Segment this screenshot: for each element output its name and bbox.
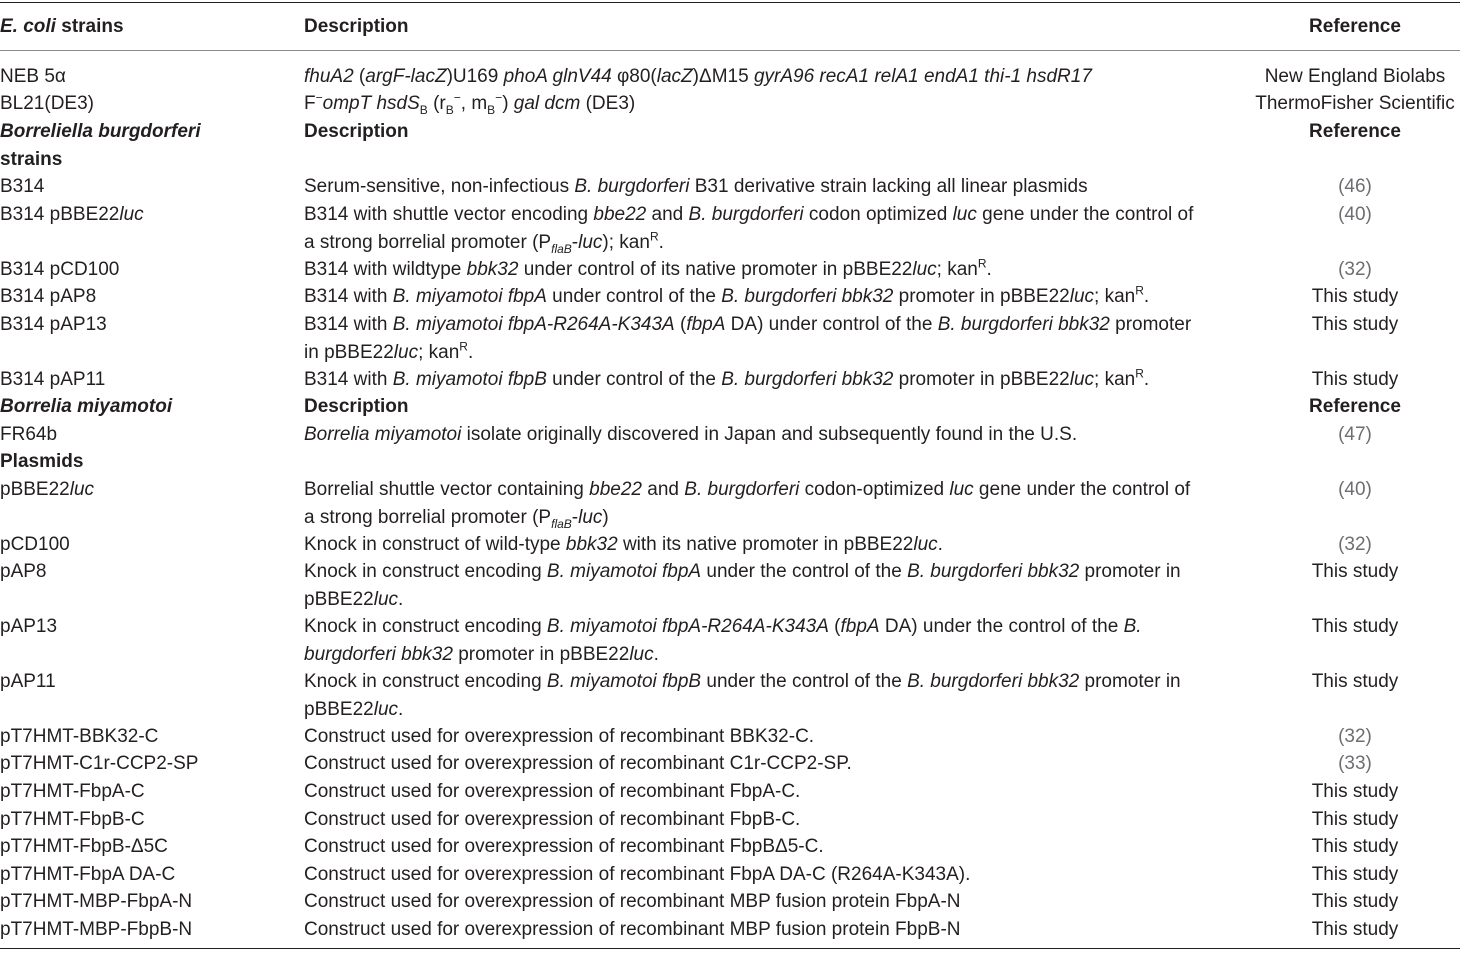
reference-cell: ThermoFisher Scientific [1255, 93, 1455, 114]
plasmid-name: pAP11 [0, 671, 56, 692]
plasmid-name: pT7HMT-C1r-CCP2-SP [0, 753, 199, 774]
plasmid-name: pT7HMT-FbpA-C [0, 781, 145, 802]
description-cell: Knock in construct encoding B. miyamotoi fbpB under the control of the B. burgdorferi bbk32 promoter in pBBE22luc. [304, 671, 1181, 720]
strain-name: B314 [0, 176, 45, 197]
reference-cell: This study [1311, 561, 1399, 582]
reference-cell: (33) [1338, 753, 1372, 774]
reference-cell: (32) [1338, 259, 1372, 280]
description-cell: Knock in construct encoding B. miyamotoi fbpA under the control of the B. burgdorferi bbk32 promoter in pBBE22luc. [304, 561, 1181, 610]
section-title: Borrelia miyamotoi [0, 396, 173, 417]
reference-cell: This study [1311, 836, 1399, 857]
strain-name: B314 pBBE22luc [0, 204, 144, 225]
reference-cell: This study [1311, 891, 1399, 912]
description-cell: Construct used for overexpression of recombinant BBK32-C. [304, 726, 815, 747]
reference-cell: (40) [1338, 204, 1372, 225]
description-cell: B314 with wildtype bbk32 under control of its native promoter in pBBE22luc; kan$^R$. [304, 256, 992, 280]
strain-name: B314 pAP8 [0, 286, 97, 307]
reference-cell: This study [1311, 369, 1399, 390]
description-cell: Construct used for overexpression of recombinant MBP fusion protein FbpA-N [304, 891, 961, 912]
reference-cell: This study [1311, 671, 1399, 692]
reference-cell: (32) [1338, 534, 1372, 555]
description-cell: B314 with shuttle vector encoding bbe22 and B. burgdorferi codon optimized luc gene under the control of a strong borrelial promoter $(P_{flaB}-luc)$; kan$^R$. [304, 204, 1194, 256]
section-title: E. coli strains [0, 16, 124, 37]
strain-name: B314 pCD100 [0, 259, 120, 280]
strain-name: NEB 5α [0, 66, 66, 87]
description-cell: Construct used for overexpression of recombinant FbpBΔ5-C. [304, 836, 824, 857]
strain-name: B314 pAP11 [0, 369, 106, 390]
description-cell: Construct used for overexpression of recombinant C1r-CCP2-SP. [304, 753, 852, 774]
reference-cell: This study [1311, 314, 1399, 335]
bottom-rule [0, 948, 1460, 949]
description-cell: Knock in construct of wild-type bbk32 with its native promoter in pBBE22luc. [304, 534, 943, 555]
strain-name: FR64b [0, 424, 58, 445]
description-cell: B314 with B. miyamotoi fbpB under control of the B. burgdorferi bbk32 promoter in pBBE22luc; kan$^R$. [304, 366, 1150, 390]
description-header: Description [304, 16, 409, 37]
reference-cell: (40) [1338, 479, 1372, 500]
plasmid-name: pAP13 [0, 616, 58, 637]
description-cell: Borrelial shuttle vector containing bbe22 and B. burgdorferi codon-optimized luc gene under the control of a strong borrelial promoter $(P_{flaB}-luc)$ [304, 479, 1191, 531]
description-cell: fhuA2 (argF-lacZ)U169 phoA glnV44 φ80(lacZ)ΔM15 gyrA96 recA1 relA1 endA1 thi-1 hsdR17 [304, 66, 1092, 87]
reference-cell: (47) [1338, 424, 1372, 445]
reference-cell: (46) [1338, 176, 1372, 197]
reference-header: Reference [1309, 16, 1401, 37]
reference-cell: This study [1311, 781, 1399, 802]
description-cell: Borrelia miyamotoi isolate originally discovered in Japan and subsequently found in the U.S. [304, 424, 1078, 445]
plasmid-name: pAP8 [0, 561, 47, 582]
plasmid-name: pT7HMT-FbpB-C [0, 809, 145, 830]
top-rule [0, 2, 1460, 3]
reference-cell: New England Biolabs [1264, 66, 1446, 87]
plasmid-name: pT7HMT-FbpB-Δ5C [0, 836, 168, 857]
description-cell: B314 with B. miyamotoi fbpA under control of the B. burgdorferi bbk32 promoter in pBBE22luc; kan$^R$. [304, 283, 1150, 307]
reference-cell: This study [1311, 919, 1399, 940]
description-header: Description [304, 396, 409, 417]
description-cell: Construct used for overexpression of recombinant FbpA-C. [304, 781, 801, 802]
reference-cell: This study [1311, 864, 1399, 885]
description-cell: Construct used for overexpression of recombinant MBP fusion protein FbpB-N [304, 919, 961, 940]
description-cell: F−ompT hsdS$_B$ ($r_B^-$, $m_B^-$) gal dcm (DE3) [304, 90, 636, 117]
reference-cell: This study [1311, 809, 1399, 830]
plasmid-name: pT7HMT-BBK32-C [0, 726, 159, 747]
section-title: Plasmids [0, 451, 84, 472]
section-title: Borreliella burgdorferi strains [0, 121, 201, 170]
reference-header: Reference [1309, 396, 1401, 417]
plasmid-name: pT7HMT-FbpA DA-C [0, 864, 176, 885]
strain-name: BL21(DE3) [0, 93, 94, 114]
plasmid-name: pT7HMT-MBP-FbpA-N [0, 891, 193, 912]
description-cell: Construct used for overexpression of recombinant FbpA DA-C (R264A-K343A). [304, 864, 971, 885]
description-header: Description [304, 121, 409, 142]
reference-header: Reference [1309, 121, 1401, 142]
description-cell: Serum-sensitive, non-infectious B. burgdorferi B31 derivative strain lacking all linear plasmids [304, 176, 1088, 197]
header-rule [0, 50, 1460, 51]
plasmid-name: pCD100 [0, 534, 70, 555]
description-cell: B314 with B. miyamotoi fbpA-R264A-K343A (fbpA DA) under control of the B. burgdorferi bbk32 promoter in pBBE22luc; kan$^R$. [304, 314, 1192, 363]
reference-cell: This study [1311, 286, 1399, 307]
reference-cell: (32) [1338, 726, 1372, 747]
description-cell: Construct used for overexpression of recombinant FbpB-C. [304, 809, 801, 830]
strain-name: B314 pAP13 [0, 314, 107, 335]
description-cell: Knock in construct encoding B. miyamotoi fbpA-R264A-K343A (fbpA DA) under the control of the B. burgdorferi bbk32 promoter in pBBE22luc. [304, 616, 1142, 665]
plasmid-name: pBBE22luc [0, 479, 95, 500]
plasmid-name: pT7HMT-MBP-FbpB-N [0, 919, 193, 940]
reference-cell: This study [1311, 616, 1399, 637]
